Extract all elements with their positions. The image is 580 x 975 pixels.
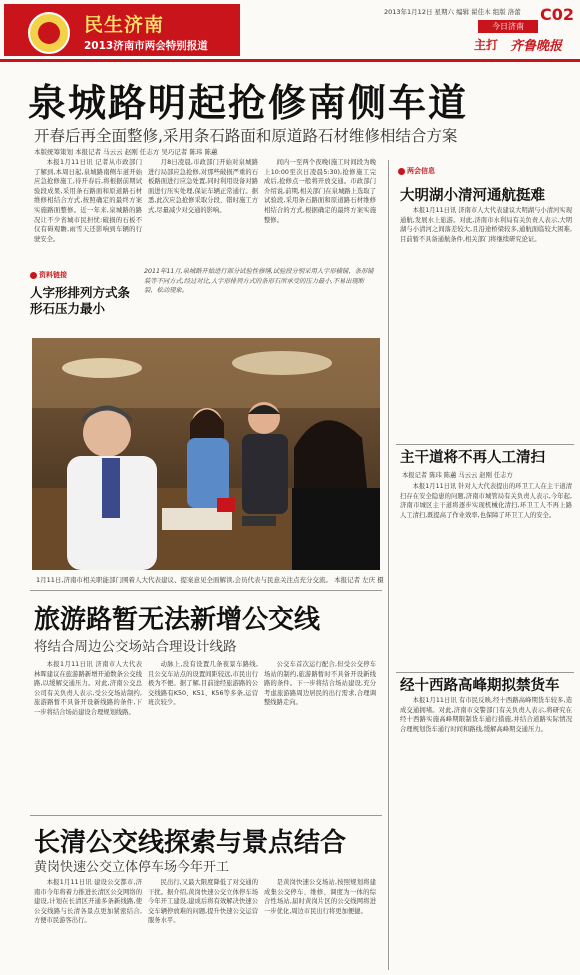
story2-col-2: 动脉上,没有设置几条夜景车路线,且公交车站点的设置间距较远,市民出行极为不便。据了解,目前途经旅游路的公交线路有K50、K51、K56等多条,运营班次较少。 — [148, 661, 258, 707]
divider — [396, 672, 574, 673]
editor-label: 主打 — [474, 38, 499, 52]
right-story2-headline: 主干道将不再人工清扫 — [400, 450, 545, 466]
national-emblem-icon — [28, 12, 70, 54]
divider — [396, 444, 574, 445]
lead-col-2: 月8日凌晨,市政部门开始对泉城路进行局部应急抢修,对那些破损严重的石板路面进行应急处置,同时利用设备对路面进行压实处理,保证车辆正常通行。据悉,此次应急抢修采取分段、错时施工方式,尽量减少对交通的影响。 — [148, 159, 258, 214]
right-story1-body: 本报1月11日讯 济南市人大代表建议大明湖与小清河实现通航,发展水上旅游。对此,济南市水利局有关负责人表示,大明湖与小清河之间落差较大,且沿途桥梁较多,通航面临较大困难,目前暂不具备通航条件,相关部门将继续研究论证。 — [400, 207, 572, 243]
section-banner — [4, 4, 240, 56]
lead-col-3: 间内一至两个夜晚(施工时间段为晚上10:00至次日凌晨5:30),抢修施工完成后,抢修点一般将开放交通。市政部门介绍说,前期,相关部门在泉城路上选取了试验段,采用条石路面和原道路石材维修相结合的方式,根据确定的最终方案实施整修。 — [264, 159, 376, 224]
date-line: 2013年1月12日 星期六 编辑 翟佳木 组版 洛蕾 — [384, 8, 521, 16]
right-story2-byline: 本报记者 陈玮 陈蕙 马云云 赵刚 任志方 — [402, 472, 513, 479]
divider — [30, 815, 382, 816]
sidebar-tag: 资料链接 — [30, 270, 138, 280]
divider — [30, 590, 382, 591]
story2-subhead: 将结合周边公交场站合理设计线路 — [34, 639, 237, 655]
bullet-icon — [30, 272, 37, 279]
right-story1-headline: 大明湖小清河通航挺难 — [400, 188, 545, 204]
story2-col-3: 公交车首次运行配合,但受公交停车场站的制约,旅游路暂时不具备开设新线路的条件。下一步将结合场站建设,充分考虑旅游路周边居民的出行需求,合理调整线路走向。 — [264, 661, 376, 707]
page-number: C02 — [540, 5, 575, 24]
story3-col-3: 是黄岗快速公交场站,按照规划将建成集公交停车、维修、调度为一体的综合性场站,届时黄岗片区的公交线网将进一步优化,周边市民出行将更加便捷。 — [264, 879, 376, 915]
section-title: 民生济南 — [84, 14, 165, 36]
story3-col-2: 民出行,又最大限度降低了对交通的干扰。据介绍,黄岗快速公交立体停车场今年开工建设,建成后将有效解决快速公交车辆停放难的问题,提升快速公交运营服务水平。 — [148, 879, 258, 925]
photo-illustration — [32, 338, 380, 570]
lead-byline: 本版统筹策划 本报记者 马云云 赵刚 任志方 吴巧记者 陈玮 陈蕙 — [34, 148, 218, 156]
right-story3-headline: 经十西路高峰期拟禁货车 — [400, 678, 560, 694]
sidebar-headline: 人字形排列方式条形石压力最小 — [30, 285, 131, 316]
bullet-icon — [398, 168, 405, 175]
masthead — [0, 0, 580, 58]
section-subtitle: 2013济南市两会特别报道 — [84, 40, 208, 52]
today-tag: 今日济南 — [478, 20, 538, 33]
photo-caption: 1月11日,济南市相关职能部门围着人大代表建议、提案意见全面解读,会员代表与民意关注点充分交流。 本报记者 左庆 摄 — [36, 576, 384, 584]
right-story2-body: 本报1月11日讯 针对人大代表提出的环卫工人在主干道清扫存在安全隐患的问题,济南市城管局有关负责人表示,今年起,济南市城区主干道将逐步实现机械化清扫,环卫工人不再上路人工清扫,既提高了作业效率,也保障了环卫工人的安全。 — [400, 483, 572, 519]
sidebar-box — [30, 270, 138, 345]
lead-subhead: 开春后再全面整修,采用条石路面和原道路石材维修相结合方案 — [34, 127, 458, 145]
story3-headline: 长清公交线探索与景点结合 — [34, 828, 347, 858]
news-photo — [32, 338, 380, 570]
lead-col-1: 本报1月11日讯 记者从市政部门了解到,本周日起,泉城路南侧车道开始应急抢修施工,待开春后,将根据前期试验段成果,采用条石路面和原道路石材维修相结合方式,按照确定的最终方案实施路面整修。近一年来,泉城路的路况让不少省城市民担忧:破损的石板不仅有碍观瞻,雨雪天还影响到车辆的行驶安全。 — [34, 159, 142, 243]
story2-col-1: 本报1月11日讯 济南市人大代表林晖建议在旅游路新增开通数条公交线路,以缓解交通压力。对此,济南公交总公司有关负责人表示,受公交场站制约,旅游路暂不具备开设新线路的条件,下一步将结合场站建设合理规划线路。 — [34, 661, 142, 716]
story3-col-1: 本报1月11日讯 建设公交都市,济南市今年将着力推进长清区公交网络的建设,计划在长清区开通多条新线路,使公交线路与长清各景点更加紧密结合,方便市民游客出行。 — [34, 879, 142, 925]
masthead-rule — [0, 59, 580, 62]
story2-headline: 旅游路暂无法新增公交线 — [34, 605, 321, 635]
right-story3-body: 本报1月11日讯 有市民反映,经十西路高峰期货车较多,造成交通拥堵。对此,济南市交警部门有关负责人表示,将研究在经十西路实施高峰期限制货车通行措施,并结合道路实际情况合理规划货车通行时间和路线,缓解高峰期交通压力。 — [400, 697, 572, 733]
paper-name: 齐鲁晚报 — [510, 39, 563, 54]
story3-subhead: 黄岗快速公交立体停车场今年开工 — [34, 860, 230, 875]
right-tag: 两会信息 — [398, 166, 435, 176]
sidebar-quote: 2011年11月,泉城路开始进行部分试验性修缮,试验段分别采用人字形横铺、条形铺装等不同方式,经过对比,人字形排列方式的条形石所承受的压力最小,不易出现断裂、松动现象。 — [144, 268, 374, 295]
column-divider — [388, 160, 389, 970]
lead-headline: 泉城路明起抢修南侧车道 — [28, 81, 469, 125]
